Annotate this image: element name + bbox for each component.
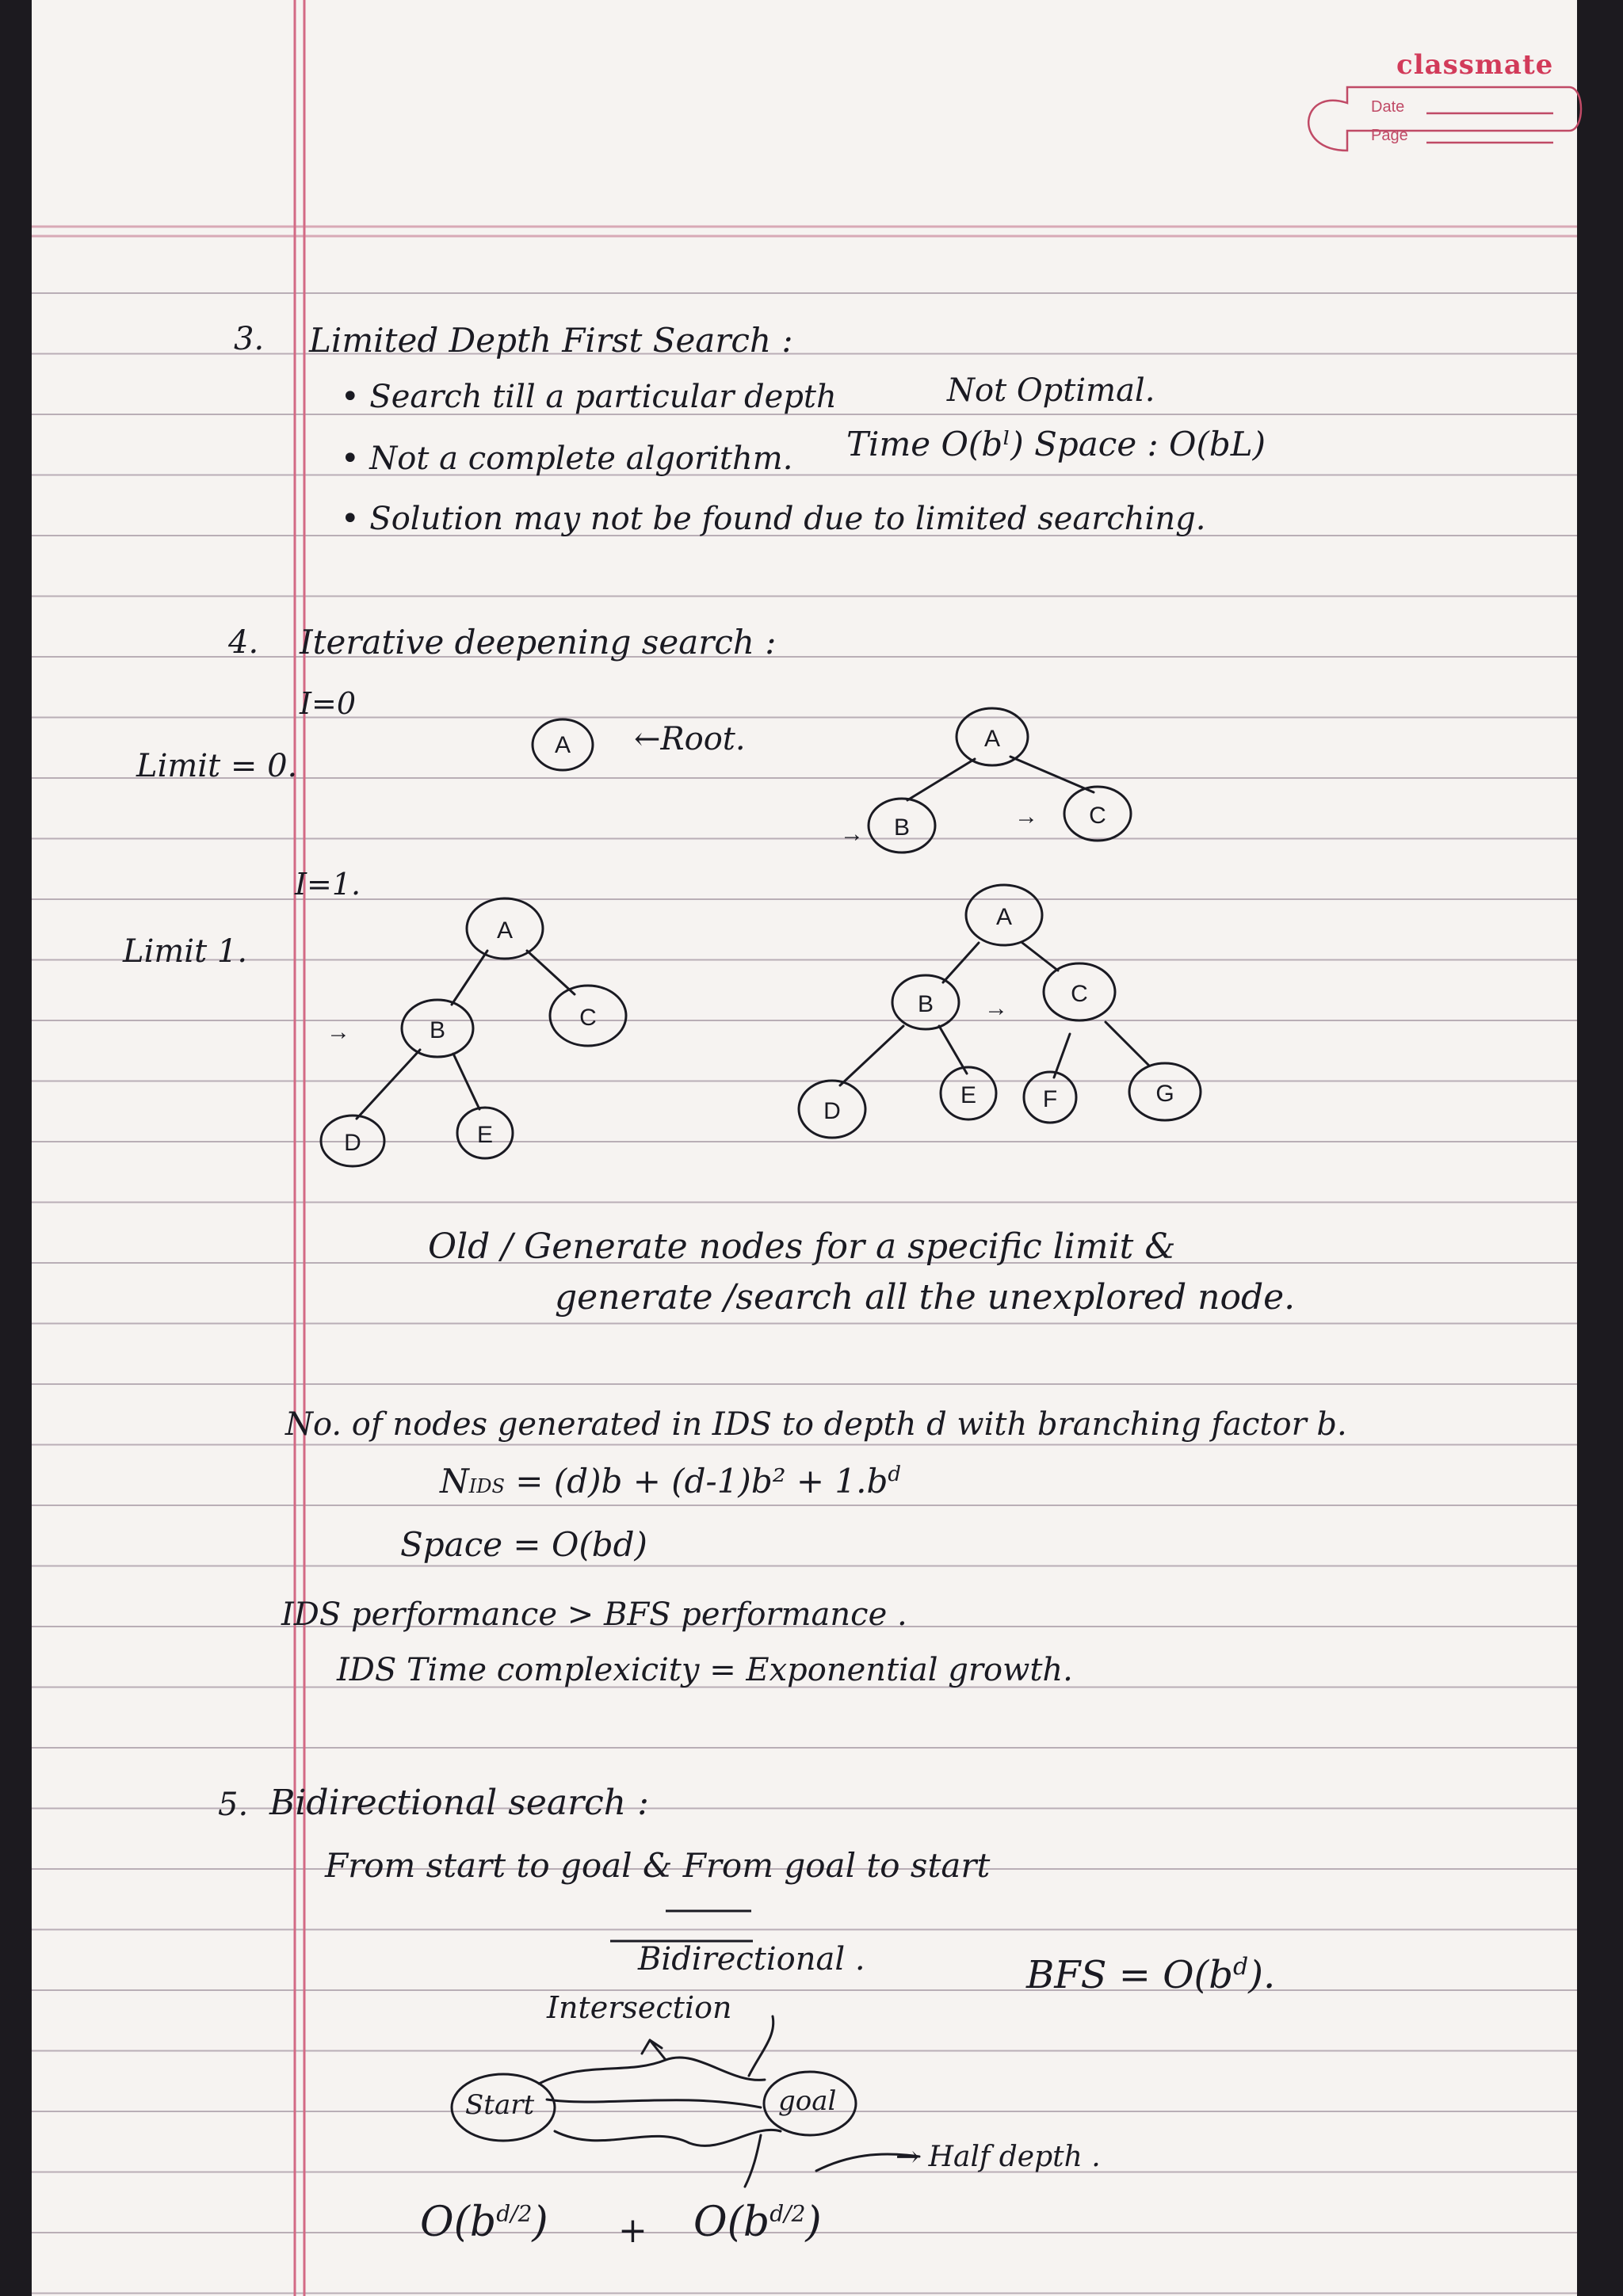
intersection-label: Intersection <box>547 1990 732 2025</box>
tree-limit0-single <box>533 719 593 770</box>
node-c: C <box>1089 803 1106 829</box>
node-d: D <box>823 1098 841 1124</box>
section-number: 4. <box>228 624 259 661</box>
arrow: → <box>327 1019 350 1045</box>
node-c: C <box>579 1005 597 1031</box>
node-b: B <box>917 991 934 1017</box>
cost-right <box>693 2199 822 2246</box>
node-b: B <box>893 814 911 841</box>
node-f: F <box>1042 1086 1058 1112</box>
node-e: E <box>476 1122 494 1148</box>
cost-right-end: ) <box>805 2199 822 2246</box>
space-complexity: Space = O(bd) <box>400 1525 647 1564</box>
section-number: 5. <box>218 1787 249 1823</box>
iteration-label: I=0 <box>300 686 357 721</box>
complexity: Time O(bˡ) Space : O(bL) <box>846 425 1266 463</box>
node-g: G <box>1155 1081 1174 1107</box>
node-a: A <box>496 917 514 944</box>
bullet-item: • Solution may not be found due to limited searching. <box>341 501 1206 537</box>
note-line: generate /search all the unexplored node. <box>555 1277 1296 1318</box>
brand-logo: classmate <box>1396 49 1554 81</box>
bullet-item: • Search till a particular depth <box>341 379 837 415</box>
time-complexity-line: IDS Time complexicity = Exponential growth. <box>337 1652 1073 1688</box>
section-number: 3. <box>234 321 265 357</box>
cost-left-end: ) <box>532 2199 548 2246</box>
date-label: Date <box>1371 98 1405 116</box>
node-e: E <box>960 1082 977 1108</box>
node-b: B <box>429 1017 446 1043</box>
page-label: Page <box>1371 127 1408 144</box>
bfs-end: ). <box>1248 1953 1276 1997</box>
root-label: ←Root. <box>634 721 746 757</box>
half-depth-label: → Half depth . <box>896 2141 1101 2173</box>
node-a: A <box>995 904 1013 930</box>
note-line: Old / Generate nodes for a specific limit & <box>428 1226 1176 1267</box>
node-d: D <box>344 1130 361 1156</box>
tree-limit1-left <box>321 898 626 1166</box>
start-node: Start <box>465 2089 535 2121</box>
bullet-item: • Not a complete algorithm. <box>341 441 793 477</box>
tree-limit0-expanded <box>840 708 1131 852</box>
direction-line: From start to goal & From goal to start <box>325 1846 991 1885</box>
bfs-superscript: d <box>1233 1953 1249 1981</box>
limit-label: Limit 1. <box>123 933 248 970</box>
iteration-label: I=1. <box>295 867 361 902</box>
formula-n: N <box>440 1462 469 1501</box>
formula-subscript: IDS <box>468 1475 505 1497</box>
cost-left-superscript: d/2 <box>496 2200 533 2227</box>
cost-left-base: O(b <box>420 2199 497 2246</box>
performance-line: IDS performance > BFS performance . <box>281 1596 907 1633</box>
bfs-text: BFS = O(b <box>1026 1953 1233 1997</box>
formula-body: = (d)b + (d-1)b² + 1.b <box>504 1462 888 1501</box>
node-a: A <box>983 726 1001 752</box>
note: Not Optimal. <box>947 372 1155 409</box>
formula <box>440 1462 901 1501</box>
goal-node: goal <box>778 2085 837 2117</box>
formula-intro: No. of nodes generated in IDS to depth d with branching factor b. <box>285 1406 1347 1443</box>
limit-label: Limit = 0. <box>136 748 298 784</box>
date-page-box <box>1308 87 1581 151</box>
cost-left <box>420 2199 548 2246</box>
node-a: A <box>554 732 571 758</box>
section-title: Iterative deepening search : <box>300 623 777 662</box>
section-title: Bidirectional search : <box>269 1783 649 1823</box>
cost-right-superscript: d/2 <box>769 2200 806 2227</box>
tree-limit1-right <box>799 885 1201 1138</box>
arrow: → <box>1014 803 1038 830</box>
arrow: → <box>984 995 1008 1021</box>
formula-superscript: d <box>888 1463 902 1486</box>
cost-right-base: O(b <box>693 2199 770 2246</box>
node-c: C <box>1071 981 1088 1007</box>
plus-sign: + <box>618 2210 647 2251</box>
bidirectional-label: Bidirectional . <box>638 1941 865 1978</box>
arrow: → <box>840 821 864 847</box>
section-title: Limited Depth First Search : <box>309 321 793 360</box>
bfs-complexity <box>1026 1953 1275 1997</box>
